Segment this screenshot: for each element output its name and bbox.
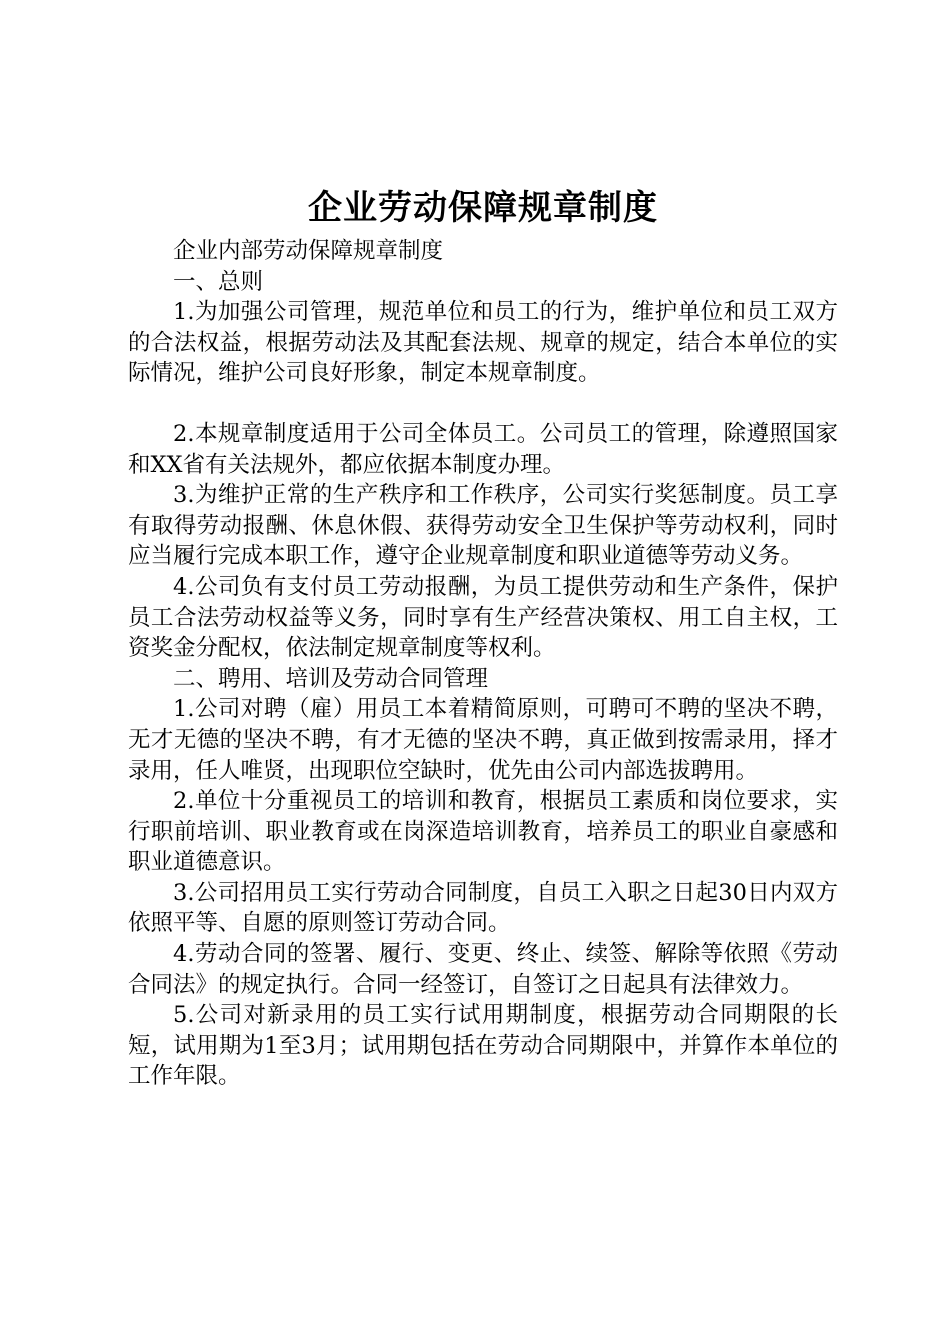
paragraph: 1.公司对聘（雇）用员工本着精简原则，可聘可不聘的坚决不聘，无才无德的坚决不聘，有才无德的坚决不聘，真正做到按需录用，择才录用，任人唯贤，出现职位空缺时，优先由公司内部选拔聘用。 xyxy=(128,696,838,784)
paragraph: 5.公司对新录用的员工实行试用期制度，根据劳动合同期限的长短，试用期为1至3月；试用期包括在劳动合同期限中，并算作本单位的工作年限。 xyxy=(128,1002,838,1090)
section-heading-general: 一、总则 xyxy=(173,268,264,295)
paragraph: 3.公司招用员工实行劳动合同制度，自员工入职之日起30日内双方依照平等、自愿的原则签订劳动合同。 xyxy=(128,879,838,937)
paragraph: 1.为加强公司管理，规范单位和员工的行为，维护单位和员工双方的合法权益，根据劳动法及其配套法规、规章的规定，结合本单位的实际情况，维护公司良好形象，制定本规章制度。 xyxy=(128,299,838,387)
document-title: 企业劳动保障规章制度 xyxy=(308,188,658,228)
paragraph: 4.劳动合同的签署、履行、变更、终止、续签、解除等依照《劳动合同法》的规定执行。合同一经签订，自签订之日起具有法律效力。 xyxy=(128,941,838,998)
document-page xyxy=(128,186,838,1092)
paragraph: 2.单位十分重视员工的培训和教育，根据员工素质和岗位要求，实行职前培训、职业教育或在岗深造培训教育，培养员工的职业自豪感和职业道德意识。 xyxy=(128,788,838,876)
paragraph: 2.本规章制度适用于公司全体员工。公司员工的管理，除遵照国家和XX省有关法规外，都应依据本制度办理。 xyxy=(128,420,838,478)
paragraph: 3.为维护正常的生产秩序和工作秩序，公司实行奖惩制度。员工享有取得劳动报酬、休息休假、获得劳动安全卫生保护等劳动权利，同时应当履行完成本职工作，遵守企业规章制度和职业道德等劳动义务。 xyxy=(128,482,838,570)
section-heading-hiring: 二、聘用、培训及劳动合同管理 xyxy=(173,665,489,692)
paragraph-subtitle: 企业内部劳动保障规章制度 xyxy=(173,238,444,264)
paragraph: 4.公司负有支付员工劳动报酬，为员工提供劳动和生产条件，保护员工合法劳动权益等义务，同时享有生产经营决策权、用工自主权，工资奖金分配权，依法制定规章制度等权利。 xyxy=(128,573,838,662)
